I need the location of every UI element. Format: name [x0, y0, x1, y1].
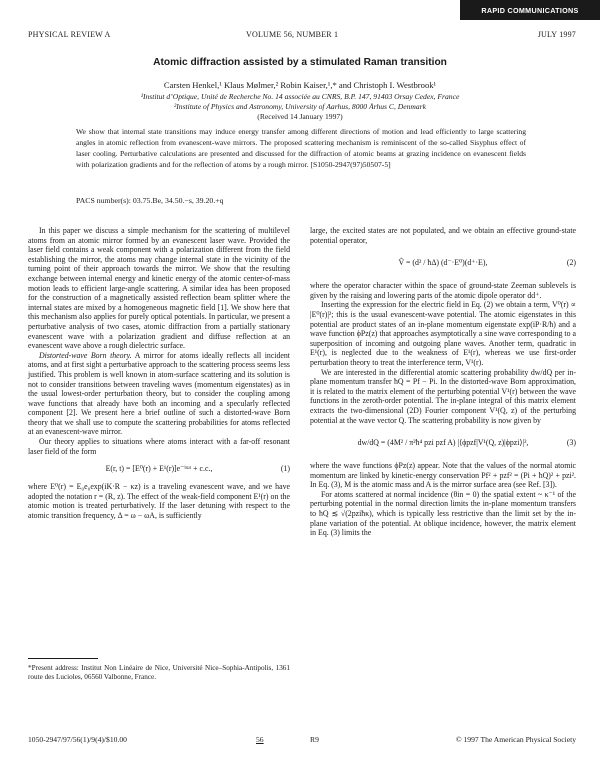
paper-title: Atomic diffraction assisted by a stimulated Raman transition — [153, 57, 447, 68]
paragraph-scattering: We are interested in the differential atomic scattering probability dw/dQ per in-plane momentum transfer ħQ = Pf − Pi. In the distorted-wave Born approximation, it is related to the matrix element of the perturbing potential V¹(r) between the wave functions in the zeroth-order potential. The in-plane integral of this matrix element extracts the two-dimensional (2D) Fourier component V¹(Q, z) of the perturbing potential at the wave vector Q. The scattering probability is now given by — [310, 367, 576, 425]
paragraph-wave-functions: where the wave functions ϕPz(z) appear. Note that the values of the normal atomic momentum are linked by kinetic-energy conservation Pf² + pzf² = (Pi + ħQ)² + pzi². In Eq. (3), M is the atomic mass and A is the mirror surface area (see Ref. [3]). — [310, 461, 576, 490]
copyright: © 1997 The American Physical Society — [455, 735, 576, 744]
equation-3-body: dw/dQ = (4M² / π²ħ⁴ pzi pzf A) |⟨ϕpzf|V¹(Q, z)|ϕpzi⟩|², — [357, 438, 529, 448]
paragraph-born-theory — [28, 351, 290, 437]
rapid-communications-banner: RAPID COMMUNICATIONS — [460, 0, 600, 20]
born-theory-text: A mirror for atoms ideally reflects all incident atoms, and at first sight a perturbative approach to the scattering process seems less justified. This problem is well known in atom-surface scattering and its solution is not to consider transitions between traveling waves (momentum eigenstates) as in the usual lowest-order perturbation theory, but to consider the coupling among wave functions that already have both an incoming and a specularly reflected component [2]. We present here a brief outline of such a distorted-wave Born theory that we shall use to compute the scattering probabilities for atoms reflected at an evanescent-wave mirror. — [28, 350, 290, 437]
abstract: We show that internal state transitions may induce energy transfer among different directions of motion and lead efficiently to large scattering angles in atomic reflection from evanescent-wave mirrors. The proposed scattering mechanism is reminiscent of the so-called Sisyphus effect of laser cooling. Perturbative calculations are presented and discussed for the diffraction of atomic beams at grazing incidence on evanescent fields with polarization gradients and for the reflection of atoms by a rough mirror. [S1050-2947(97)50507-5] — [76, 127, 526, 169]
equation-3 — [310, 428, 576, 458]
footnote-rule — [28, 658, 98, 659]
left-column — [28, 226, 290, 521]
equation-1-number: (1) — [280, 464, 290, 474]
issue-date: JULY 1997 — [537, 30, 576, 39]
journal-name: PHYSICAL REVIEW A — [28, 30, 111, 39]
right-column — [310, 226, 576, 538]
equation-3-number: (3) — [566, 438, 576, 448]
footnote-present-address: *Present address: Institut Non Linéaire de Nice, Université Nice–Sophia-Antipolis, 1361 route des Lucioles, 06560 Valbonne, France. — [28, 664, 290, 682]
equation-2 — [310, 248, 576, 278]
equation-2-number: (2) — [566, 258, 576, 268]
page-number: R9 — [310, 735, 319, 744]
paragraph-inserting: Inserting the expression for the electric field in Eq. (2) we obtain a term, V⁰(r) ∝ |E⁰(r)|²; this is the usual evanescent-wave potential. The atomic eigenstates in this potential are product states of an in-plane momentum eigenstate exp(iP·R/ħ) and a wave function ϕPz(z) that approaches asymptotically a sine wave corresponding to a superposition of incoming and outgoing plane waves. Another term, quadratic in E¹(r), is neglected due to the weakness of E¹(r), whereas we use first-order perturbation theory to treat the interference term, V¹(r). — [310, 300, 576, 367]
pacs-numbers: PACS number(s): 03.75.Be, 34.50.−s, 39.20.+q — [76, 196, 224, 205]
section-heading-born: Distorted-wave Born theory. — [39, 350, 132, 360]
paragraph-potential-intro: large, the excited states are not populated, and we obtain an effective ground-state potential operator, — [310, 226, 576, 245]
volume-number: VOLUME 56, NUMBER 1 — [246, 30, 339, 39]
volume-page: 56 — [256, 735, 264, 744]
paragraph-intro: In this paper we discuss a simple mechanism for the scattering of multilevel atoms from an atomic mirror formed by an evanescent laser wave. Provided the laser field contains a weak component with a polarization different from the field establishing the mirror, the atoms may change internal state in the vicinity of the turning point of their approach towards the mirror. We show that the resulting exchange between internal energy and kinetic energy of the atomic center-of-mass motion leads to efficient large-angle scattering. A similar idea has been proposed for the construction of a magnetically assisted reflection beam splitter where the internal states are mixed by a homogeneous magnetic field [1]. We show here that this mechanism also applies for purely optical potentials. In particular, we present a perturbative analysis of two cases, atomic diffraction from a partially stationary evanescent wave with a polarization gradient and diffuse reflection at an evanescent wave above a rough dielectric surface. — [28, 226, 290, 351]
paragraph-field-form: Our theory applies to situations where atoms interact with a far-off resonant laser field of the form — [28, 437, 290, 456]
equation-1 — [28, 459, 290, 479]
affiliation-2: ²Institute of Physics and Astronomy, University of Aarhus, 8000 Århus C, Denmark — [173, 102, 427, 111]
paragraph-evanescent: where E⁰(r) = E₀e₀exp(iK·R − κz) is a traveling evanescent wave, and we have adopted the notation r = (R, z). The effect of the weak-field component E¹(r) on the atomic motion is treated perturbatively. If the laser detuning with respect to the atomic transition frequency, Δ = ω − ωA, is sufficiently — [28, 482, 290, 521]
affiliation-1: ¹Institut d’Optique, Unité de Recherche No. 14 associée au CNRS, B.P. 147, 91403 Orsay Cedex, France — [140, 92, 460, 101]
article-code: 1050-2947/97/56(1)/9(4)/$10.00 — [28, 735, 127, 744]
paragraph-normal-incidence: For atoms scattered at normal incidence (θin = 0) the spatial extent ~ κ⁻¹ of the perturbing potential in the normal direction limits the in-plane momentum transfers to ħQ ≲ √(2pziħκ), which is typically less restrictive than the limit set by the in-plane variation of the potential. At oblique incidence, however, the matrix element in Eq. (3) limits the — [310, 489, 576, 538]
paragraph-operator: where the operator character within the space of ground-state Zeeman sublevels is given by the raising and lowering parts of the atomic dipole operator dd⁺. — [310, 281, 576, 300]
received-date: (Received 14 January 1997) — [257, 112, 343, 121]
equation-1-body: E(r, t) = [E⁰(r) + E¹(r)]e⁻ⁱᵚᵗ + c.c., — [105, 464, 213, 474]
equation-2-body: V̂ = (d² / ħΔ) (d⁻·E⁰)(d⁺·E), — [398, 258, 488, 268]
author-list: Carsten Henkel,¹ Klaus Mølmer,² Robin Kaiser,¹,* and Christoph I. Westbrook¹ — [163, 80, 437, 90]
